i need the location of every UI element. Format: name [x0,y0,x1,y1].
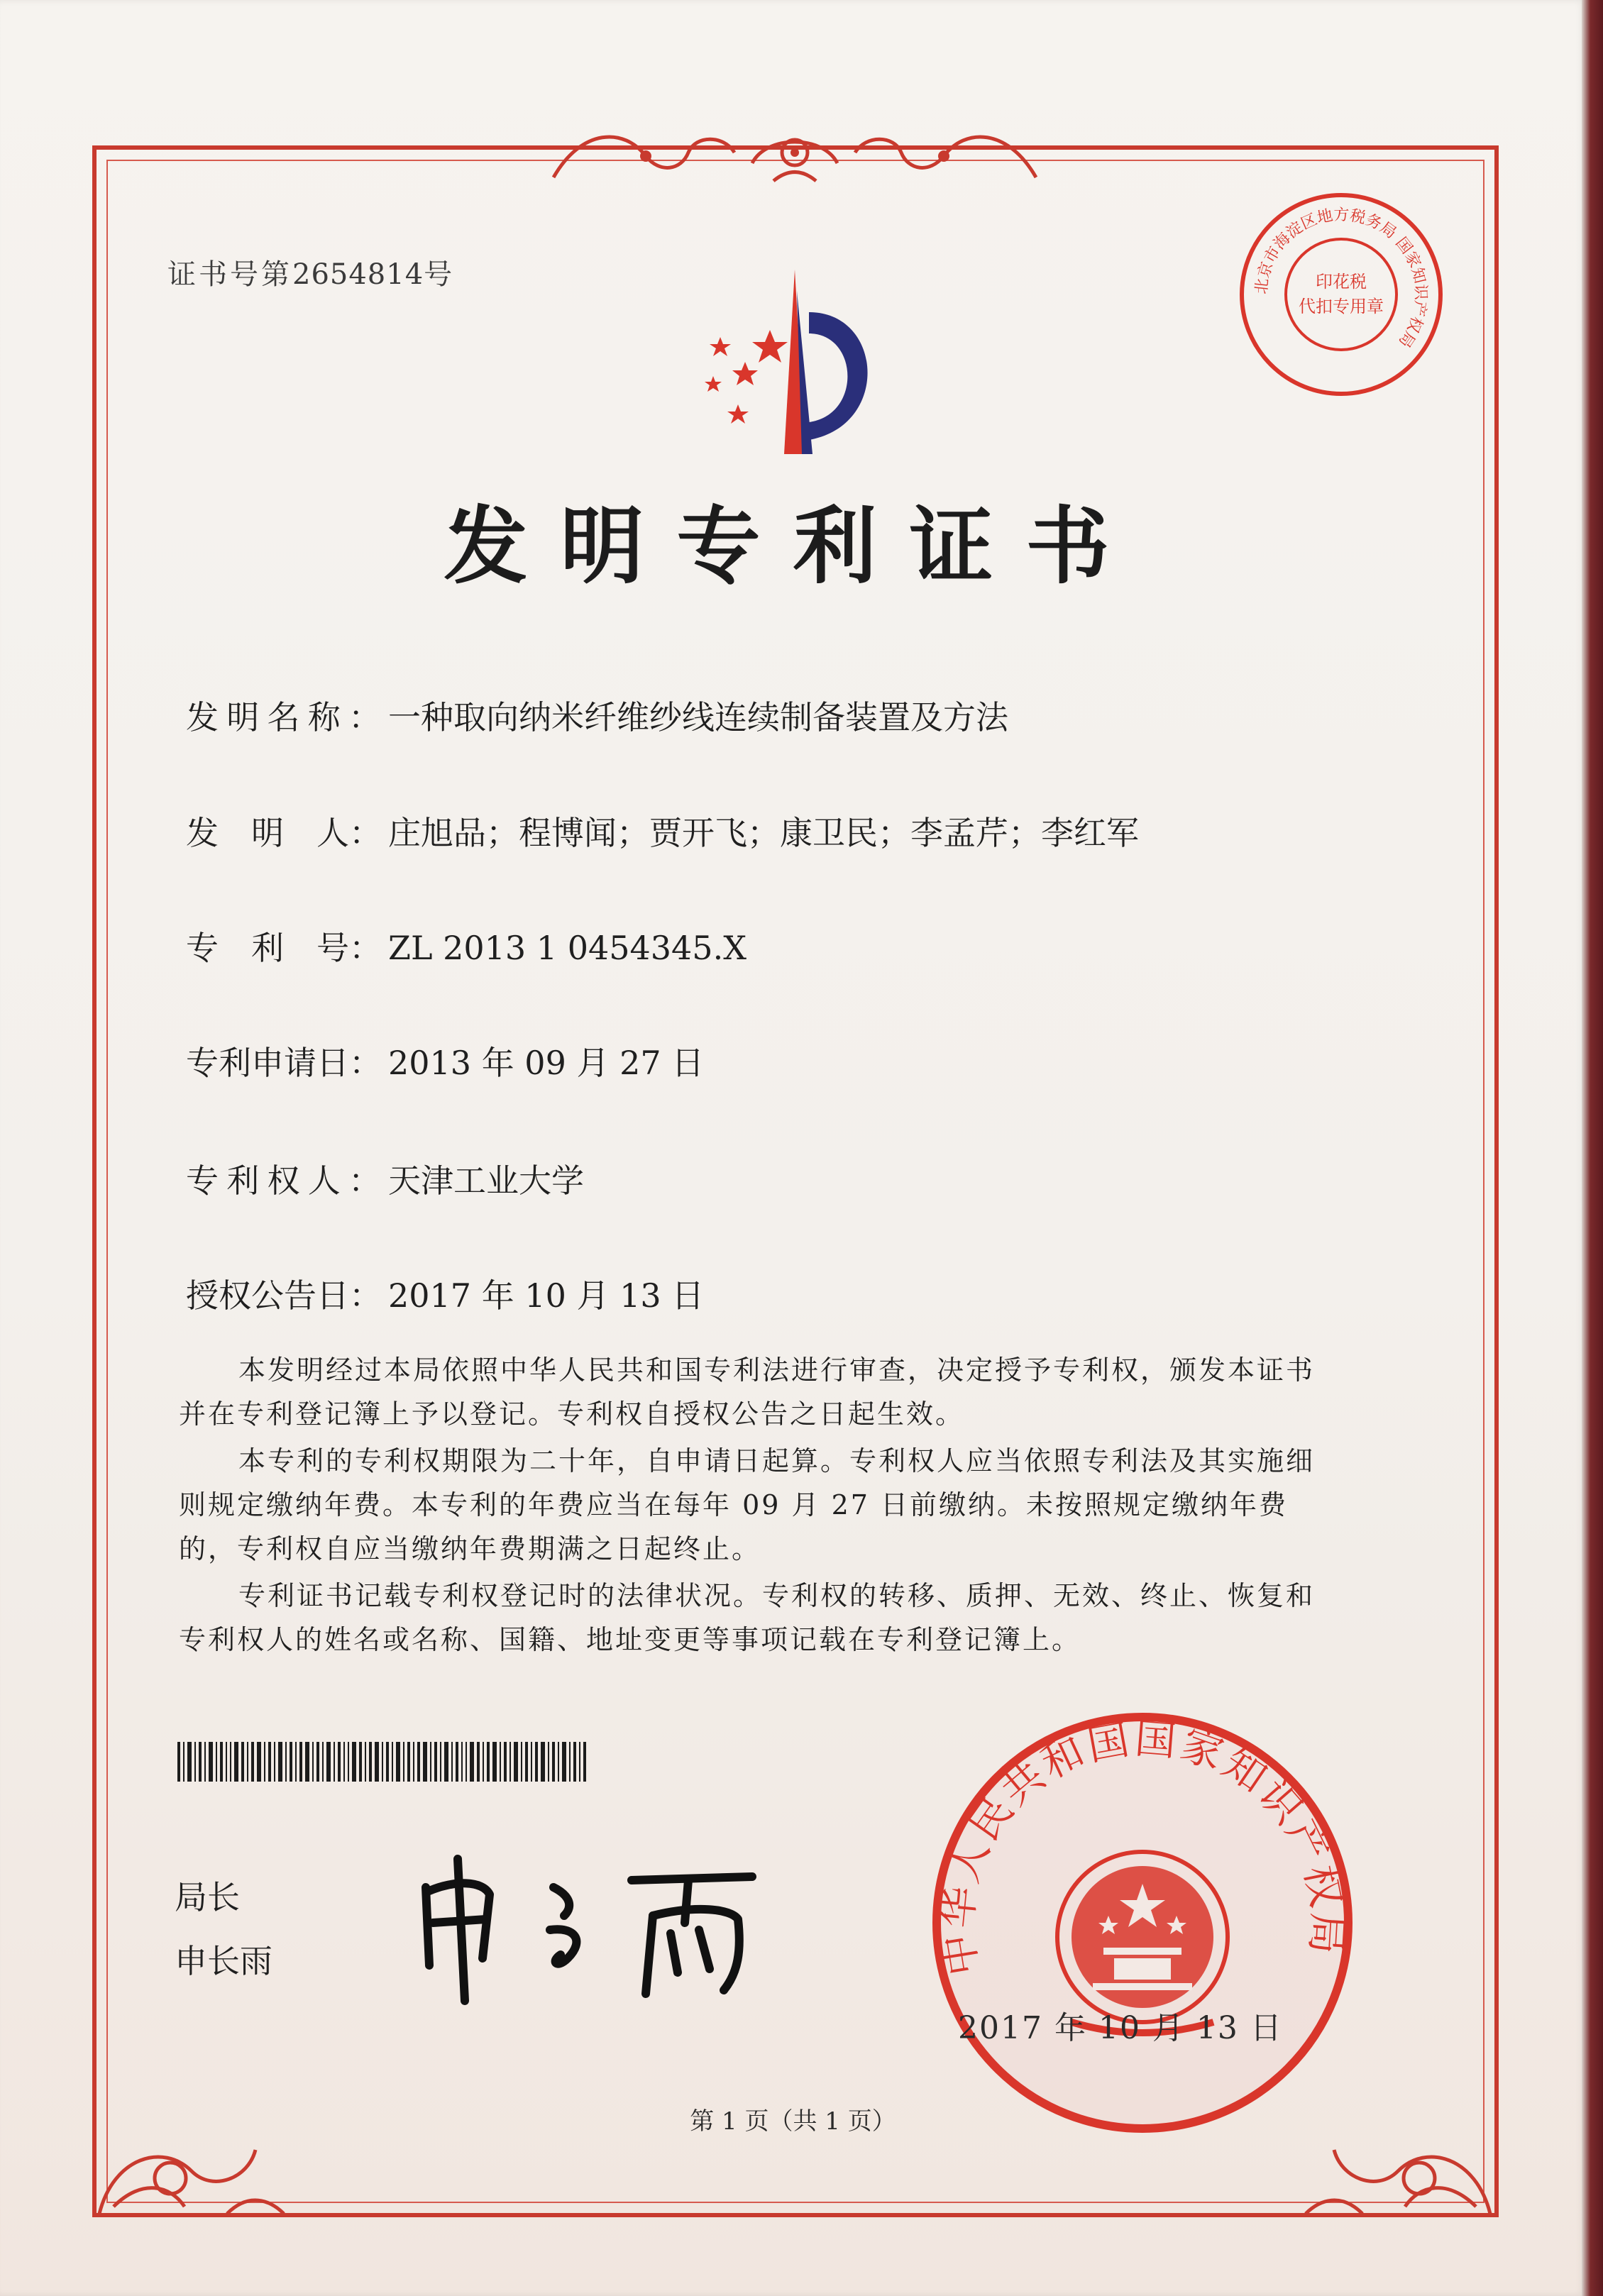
certificate-number-suffix: 号 [424,258,456,291]
certificate-number-value: 2654814 [292,258,424,291]
field-invention-name [186,692,1008,739]
field-patentee [186,1155,584,1202]
handwritten-signature-icon [397,1838,795,2008]
field-label: 发 明 人： [186,814,382,852]
tax-stamp-outer-text: 北京市海淀区地方税务局 国家知识产权局 [1252,206,1430,351]
field-label: 专 利 号： [186,929,382,967]
field-value: 天津工业大学 [388,1161,584,1200]
field-grant-date [186,1270,704,1317]
tax-stamp-seal-icon [1235,188,1448,401]
binding-spine [1582,0,1603,2296]
field-label: 专利权人： [186,1161,381,1200]
field-value: 2017 年 10 月 13 日 [388,1276,705,1315]
tax-stamp-line1: 印花税 [1316,272,1367,292]
paragraph-examination: 本发明经过本局依照中华人民共和国专利法进行审查，决定授予专利权，颁发本证书并在专利登记簿上予以登记。专利权自授权公告之日起生效。 [179,1354,1316,1430]
patent-office-logo-icon [671,263,905,461]
field-label: 授权公告日： [186,1276,382,1315]
page-number: 第 1 页（共 1 页） [690,2107,896,2136]
issue-date: 2017 年 10 月 13 日 [958,2010,1283,2046]
director-title: 局长 [175,1878,240,1916]
field-value: 庄旭品；程博闻；贾开飞；康卫民；李孟芹；李红军 [388,814,1139,852]
field-application-date [186,1037,704,1084]
barcode-icon [177,1742,589,1782]
field-value: 一种取向纳米纤维纱线连续制备装置及方法 [388,698,1008,736]
field-value: ZL 2013 1 0454345.X [388,929,747,967]
field-inventors [186,807,1139,854]
field-value: 2013 年 09 月 27 日 [388,1044,705,1082]
bottom-left-ornament-icon [85,2072,298,2228]
certificate-number-prefix: 证书号第 [167,258,292,291]
field-label: 专利申请日： [186,1044,382,1082]
paragraph-term: 本专利的专利权期限为二十年，自申请日起算。专利权人应当依照专利法及其实施细则规定缴纳年费。本专利的年费应当在每年 09 月 27 日前缴纳。未按照规定缴纳年费的，专利权自应当缴纳年费期满之日起终止。 [179,1445,1316,1564]
official-seal-icon [922,1703,1362,2143]
certificate-number [167,252,455,292]
page-title: 发明专利证书 [444,497,1142,595]
top-ornament-icon [539,114,1050,192]
tax-stamp-line2: 代扣专用章 [1299,297,1384,316]
seal-text: 中华人民共和国国家知识产权局 [932,1713,1353,1980]
paragraph-legal-status: 专利证书记载专利权登记时的法律状况。专利权的转移、质押、无效、终止、恢复和专利权人的姓名或名称、国籍、地址变更等事项记载在专利登记簿上。 [179,1580,1316,1655]
director-name: 申长雨 [175,1942,272,1980]
field-patent-number [186,922,747,969]
field-label: 发明名称： [186,698,381,736]
